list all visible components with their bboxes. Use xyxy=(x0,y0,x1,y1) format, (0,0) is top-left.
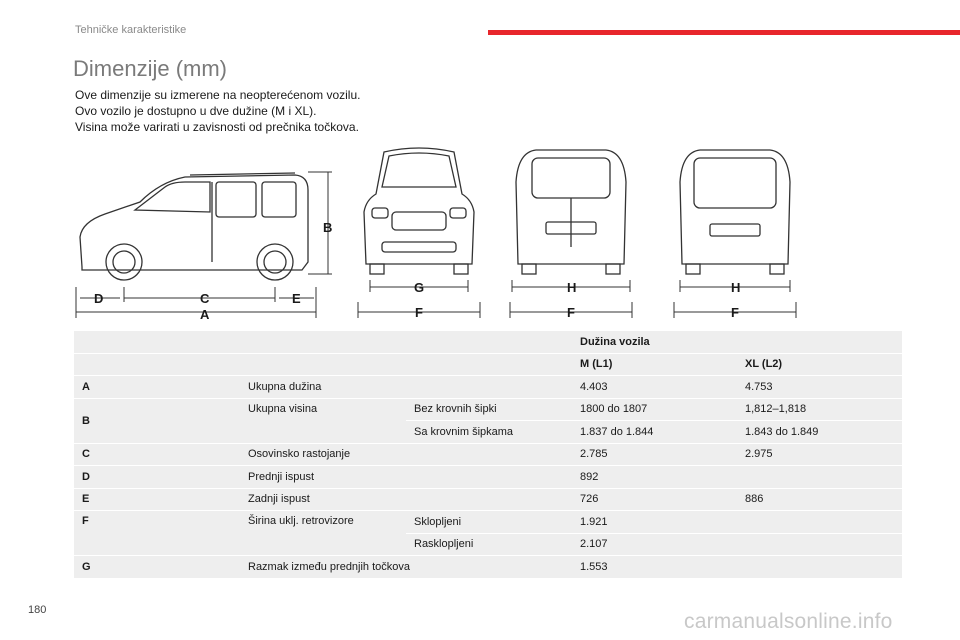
row-key: G xyxy=(74,556,240,579)
section-label: Tehničke karakteristike xyxy=(75,24,187,36)
row-key: F xyxy=(74,511,240,556)
value-both: 1.921 xyxy=(572,511,902,534)
row-key: A xyxy=(74,376,240,399)
label-d: D xyxy=(94,291,104,306)
label-h: H xyxy=(567,280,577,295)
side-window-rear xyxy=(216,182,256,217)
dimension-figures xyxy=(70,142,890,322)
header-accent-bar xyxy=(488,30,960,35)
rear-window-xl xyxy=(694,158,776,208)
table-row xyxy=(74,488,902,511)
row-key: D xyxy=(74,466,240,489)
value-both: 892 xyxy=(572,466,902,489)
front-wheel xyxy=(106,244,142,280)
table-row xyxy=(74,511,902,534)
row-label: Zadnji ispust xyxy=(240,488,572,511)
row-label: Ukupna visina xyxy=(240,398,406,443)
watermark: carmanualsonline.info xyxy=(684,610,893,633)
intro-text xyxy=(75,87,360,135)
row-label: Ukupna dužina xyxy=(240,376,572,399)
label-f: F xyxy=(567,305,575,320)
table-row xyxy=(74,331,902,354)
value-xl: 1,812–1,818 xyxy=(737,398,902,421)
label-c: C xyxy=(200,291,210,306)
rear-view-xl-diagram xyxy=(670,142,800,322)
page-number: 180 xyxy=(28,604,47,616)
row-key: B xyxy=(74,398,240,443)
car-body-front xyxy=(364,148,474,264)
value-xl: 2.975 xyxy=(737,443,902,466)
page-title: Dimenzije (mm) xyxy=(73,56,227,81)
value-xl: 886 xyxy=(737,488,902,511)
label-b: B xyxy=(323,220,333,235)
row-label: Osovinsko rastojanje xyxy=(240,443,572,466)
windshield xyxy=(382,153,456,187)
row-sublabel: Rasklopljeni xyxy=(406,533,572,556)
row-sublabel: Bez krovnih šipki xyxy=(406,398,572,421)
row-sublabel: Sklopljeni xyxy=(406,511,572,534)
label-f: F xyxy=(731,305,739,320)
value-m: 2.785 xyxy=(572,443,737,466)
table-group-header: Dužina vozila xyxy=(572,331,902,354)
row-label: Širina uklj. retrovizore xyxy=(240,511,406,556)
value-m: 1800 do 1807 xyxy=(572,398,737,421)
column-header-m: M (L1) xyxy=(572,353,737,376)
table-row xyxy=(74,443,902,466)
side-window-back xyxy=(262,182,296,217)
row-key: C xyxy=(74,443,240,466)
label-e: E xyxy=(292,291,301,306)
label-f: F xyxy=(415,305,423,320)
rear-view-m-diagram xyxy=(506,142,636,322)
intro-line: Ovo vozilo je dostupno u dve dužine (M i XL). xyxy=(75,104,317,118)
table-row xyxy=(74,556,902,579)
label-h: H xyxy=(731,280,741,295)
intro-line: Ove dimenzije su izmerene na neopterećenom vozilu. xyxy=(75,88,361,102)
value-m: 726 xyxy=(572,488,737,511)
table-row xyxy=(74,466,902,489)
value-both: 2.107 xyxy=(572,533,902,556)
column-header-xl: XL (L2) xyxy=(737,353,902,376)
table-row xyxy=(74,353,902,376)
value-m: 1.837 do 1.844 xyxy=(572,421,737,444)
value-m: 4.403 xyxy=(572,376,737,399)
row-label: Prednji ispust xyxy=(240,466,572,489)
front-grille xyxy=(392,212,446,230)
intro-line: Visina može varirati u zavisnosti od prečnika točkova. xyxy=(75,120,359,134)
label-a: A xyxy=(200,307,210,322)
value-xl: 4.753 xyxy=(737,376,902,399)
rear-wheel xyxy=(257,244,293,280)
side-view-diagram xyxy=(70,142,350,322)
rear-window-m xyxy=(532,158,610,198)
value-xl: 1.843 do 1.849 xyxy=(737,421,902,444)
table-row xyxy=(74,376,902,399)
row-key: E xyxy=(74,488,240,511)
label-g: G xyxy=(414,280,425,295)
front-view-diagram xyxy=(354,142,484,322)
row-label: Razmak između prednjih točkova xyxy=(240,556,572,579)
dimensions-table xyxy=(74,330,902,579)
row-sublabel: Sa krovnim šipkama xyxy=(406,421,572,444)
value-both: 1.553 xyxy=(572,556,902,579)
table-row xyxy=(74,398,902,421)
